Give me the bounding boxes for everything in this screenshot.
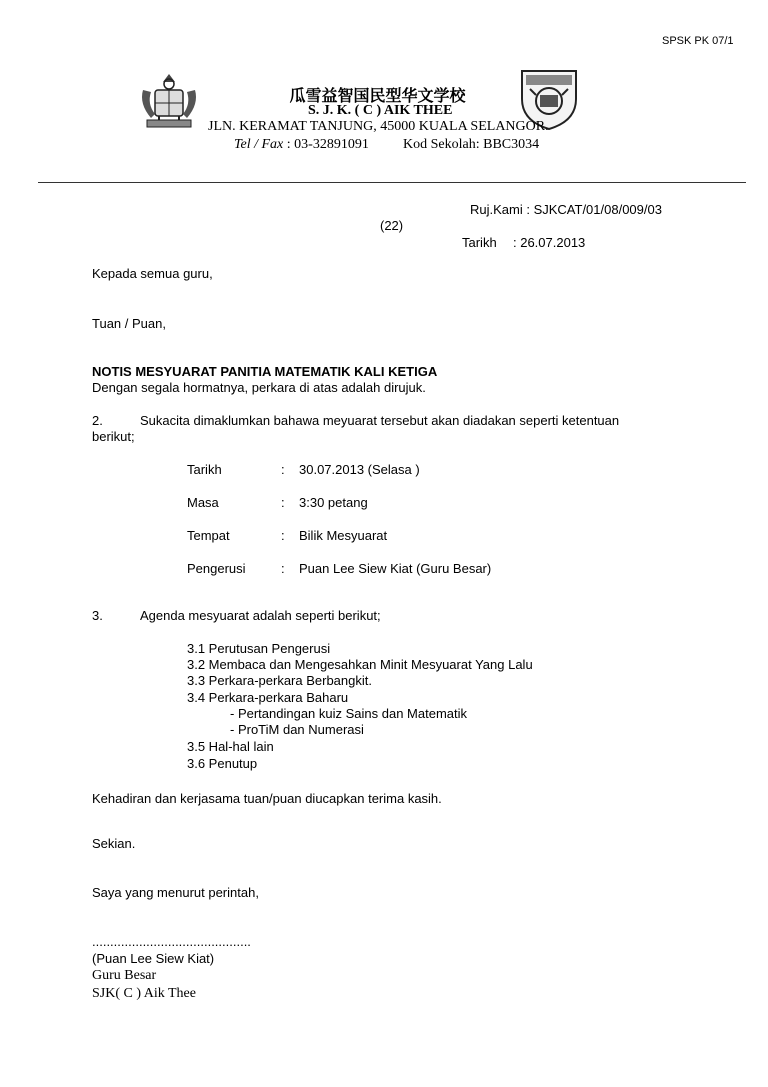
contact-line: [234, 137, 369, 153]
school-chinese-name: 瓜雪益智国民型华文学校: [289, 86, 466, 105]
kod-sekolah: Kod Sekolah: BBC3034: [403, 137, 540, 152]
reference-tarikh-label: Tarikh: [462, 235, 497, 250]
detail-label: Tempat: [187, 528, 230, 543]
school-name: S. J. K. ( C ) AIK THEE: [308, 103, 453, 118]
reference-number: (22): [380, 218, 404, 233]
detail-value: 3:30 petang: [299, 495, 368, 510]
header-divider: [38, 182, 746, 183]
detail-colon: :: [281, 495, 285, 510]
tel-value: : 03-32891091: [283, 137, 369, 152]
detail-colon: :: [281, 561, 285, 576]
notice-subject: NOTIS MESYUARAT PANITIA MATEMATIK KALI KETIGA: [92, 364, 438, 379]
detail-value: 30.07.2013 (Selasa ): [299, 462, 420, 477]
agenda-item: 3.3 Perkara-perkara Berbangkit.: [187, 673, 372, 688]
detail-label: Pengerusi: [187, 561, 246, 576]
detail-colon: :: [281, 528, 285, 543]
para3-text: Agenda mesyuarat adalah seperti berikut;: [140, 608, 381, 623]
agenda-item: 3.1 Perutusan Pengerusi: [187, 641, 331, 656]
signatory-title: Guru Besar: [92, 968, 157, 983]
agenda-item: 3.2 Membaca dan Mengesahkan Minit Mesyuarat Yang Lalu: [187, 657, 533, 672]
salutation-to: Kepada semua guru,: [92, 266, 213, 281]
closing-text: Kehadiran dan kerjasama tuan/puan diucapkan terima kasih.: [92, 791, 442, 806]
form-code: SPSK PK 07/1: [662, 35, 734, 47]
detail-value: Puan Lee Siew Kiat (Guru Besar): [299, 561, 492, 576]
agenda-subitem: - Pertandingan kuiz Sains dan Matematik: [230, 706, 468, 721]
agenda-item: 3.5 Hal-hal lain: [187, 739, 274, 754]
para2-text-line2: berikut;: [92, 429, 135, 444]
agenda-item: 3.6 Penutup: [187, 756, 258, 771]
signatory-school: SJK( C ) Aik Thee: [92, 986, 196, 1001]
intro-text: Dengan segala hormatnya, perkara di atas adalah dirujuk.: [92, 380, 426, 395]
para2-text-line1: Sukacita dimaklumkan bahawa meyuarat tersebut akan diadakan seperti ketentuan: [140, 413, 620, 428]
agenda-item: 3.4 Perkara-perkara Baharu: [187, 690, 349, 705]
signatory-name: (Puan Lee Siew Kiat): [92, 951, 215, 966]
detail-colon: :: [281, 462, 285, 477]
detail-value: Bilik Mesyuarat: [299, 528, 388, 543]
para3-number: 3.: [92, 608, 103, 623]
sekian-text: Sekian.: [92, 836, 136, 851]
reference-tarikh-value: : 26.07.2013: [513, 235, 586, 250]
school-address: JLN. KERAMAT TANJUNG, 45000 KUALA SELANGOR.: [208, 119, 549, 134]
para2-number: 2.: [92, 413, 103, 428]
tel-label: Tel / Fax: [234, 137, 284, 152]
detail-label: Masa: [187, 495, 219, 510]
saya-text: Saya yang menurut perintah,: [92, 885, 259, 900]
signature-line: ............................................: [92, 934, 251, 949]
detail-label: Tarikh: [187, 462, 222, 477]
agenda-subitem: - ProTiM dan Numerasi: [230, 722, 364, 737]
salutation: Tuan / Puan,: [92, 316, 166, 331]
ruj-kami: Ruj.Kami : SJKCAT/01/08/009/03: [470, 202, 662, 217]
